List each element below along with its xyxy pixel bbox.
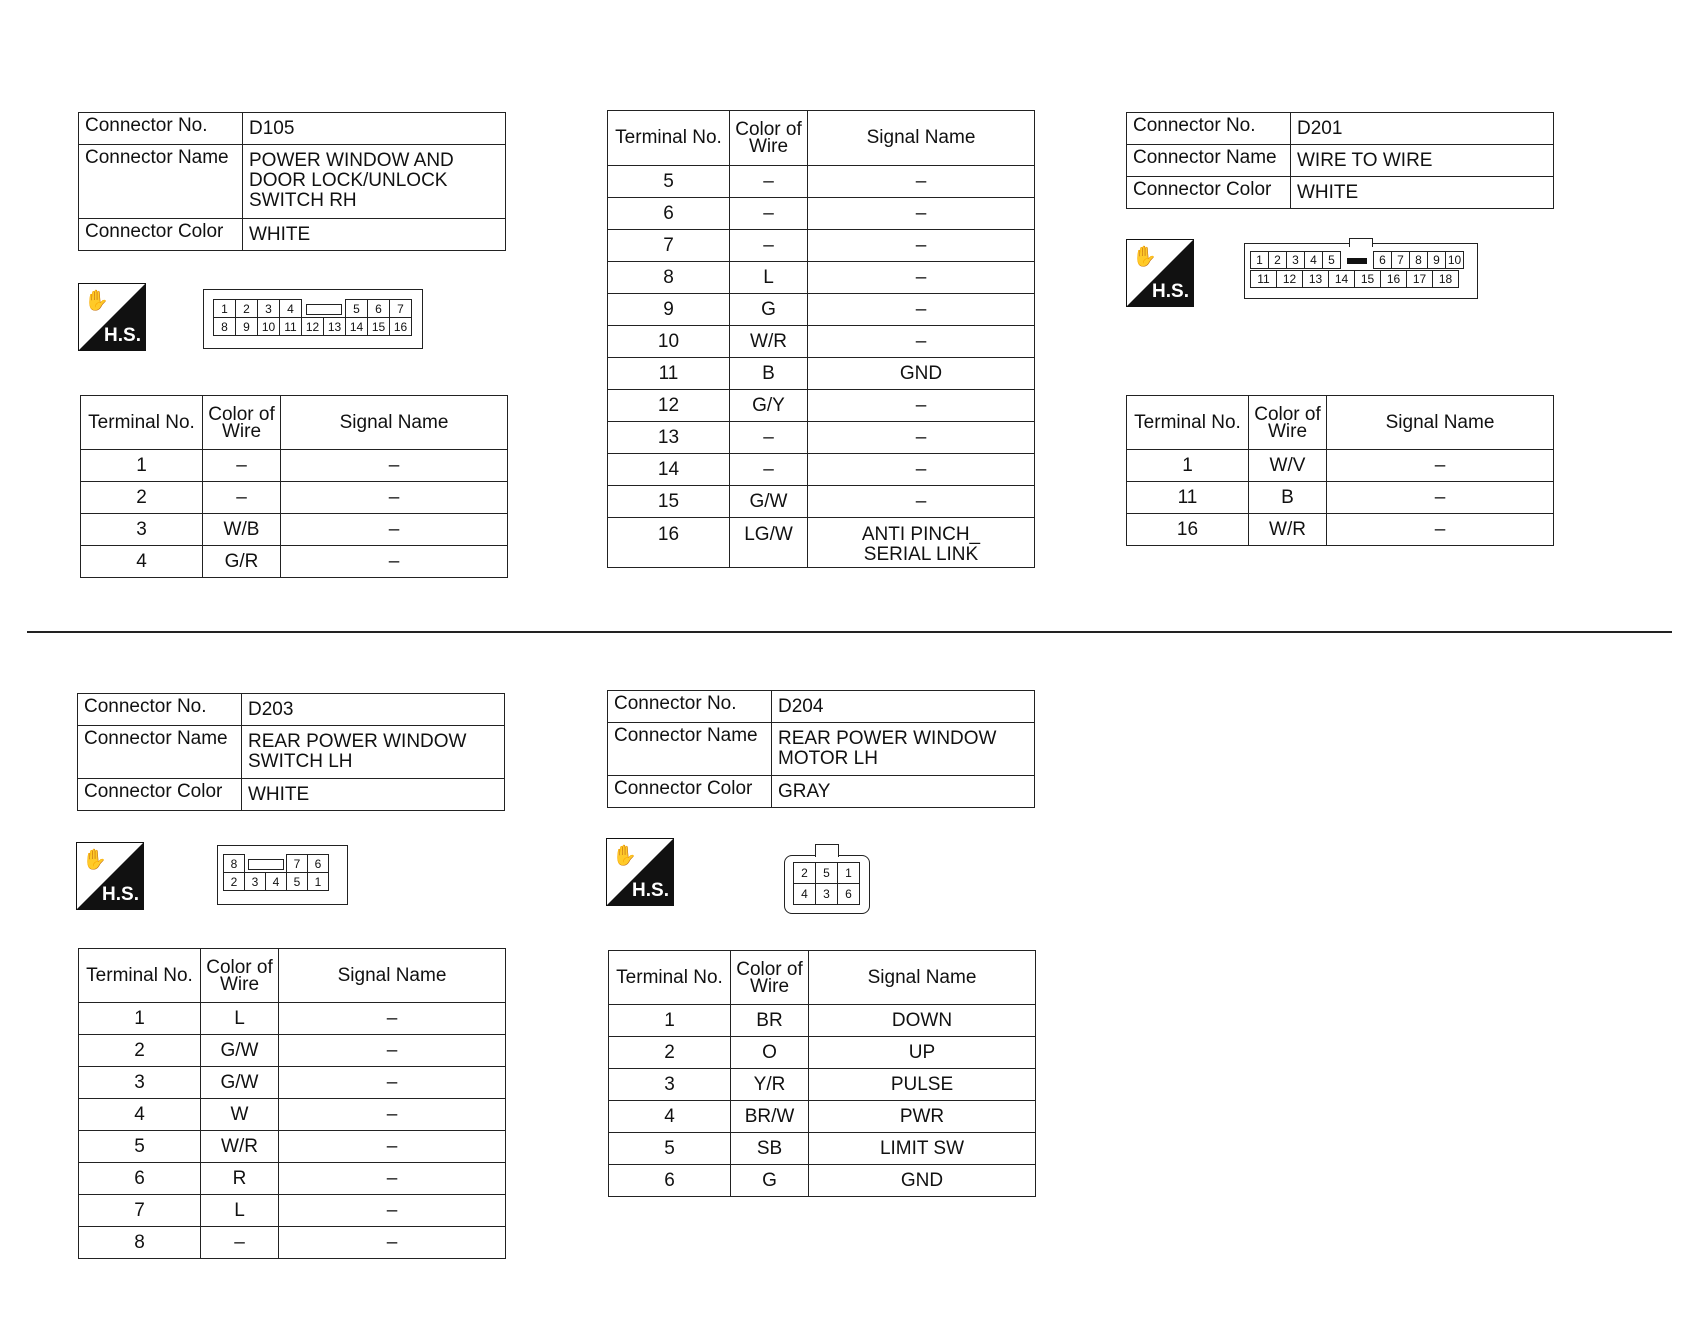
harness-side-icon [76, 842, 144, 910]
signal-name: – [279, 1163, 506, 1195]
pin: 4 [280, 300, 302, 318]
signal-name: – [281, 450, 508, 482]
wire-color: – [730, 166, 808, 198]
header-signal: Signal Name [808, 111, 1035, 166]
pin: 8 [1410, 252, 1428, 269]
connector-name-label: Connector Name [78, 726, 242, 779]
signal-name: PULSE [809, 1069, 1036, 1101]
pin: 7 [390, 300, 412, 318]
signal-name: – [279, 1131, 506, 1163]
wire-color: G/W [730, 486, 808, 518]
pin: 6 [368, 300, 390, 318]
wire-color: W/R [730, 326, 808, 358]
wire-color: – [730, 230, 808, 262]
wire-color: – [730, 454, 808, 486]
harness-side-icon [1126, 239, 1194, 307]
hs-badge-label: H.S. [632, 880, 669, 901]
terminal-no: 2 [609, 1037, 731, 1069]
pin: 13 [1303, 271, 1329, 288]
wire-color: BR [731, 1005, 809, 1037]
terminal-no: 1 [1127, 450, 1249, 482]
connector-no-label: Connector No. [78, 694, 242, 726]
wire-color: G/W [201, 1035, 279, 1067]
pin: 14 [1329, 271, 1355, 288]
pin: 5 [1323, 252, 1341, 269]
harness-side-icon [78, 283, 146, 351]
wire-color: L [201, 1003, 279, 1035]
terminal-no: 5 [609, 1133, 731, 1165]
wire-color: W/R [201, 1131, 279, 1163]
terminal-no: 16 [608, 518, 730, 568]
signal-name: – [808, 486, 1035, 518]
wire-color: O [731, 1037, 809, 1069]
terminal-no: 1 [79, 1003, 201, 1035]
wire-color: G/R [203, 546, 281, 578]
signal-name: – [808, 422, 1035, 454]
pin: 4 [266, 873, 287, 891]
connector-color-label: Connector Color [79, 219, 243, 251]
wire-color: – [730, 422, 808, 454]
signal-name: – [808, 454, 1035, 486]
header-color-line: Wire [748, 136, 789, 157]
header-signal: Signal Name [809, 951, 1036, 1005]
connector-no-value: D201 [1291, 113, 1554, 145]
hs-badge-label: H.S. [102, 884, 139, 905]
signal-name: – [279, 1099, 506, 1131]
pin: 4 [1305, 252, 1323, 269]
pin-layout [793, 862, 860, 905]
pin: 6 [838, 884, 860, 905]
header-terminal: Terminal No. [1127, 396, 1249, 450]
pin: 13 [324, 318, 346, 336]
pin: 8 [224, 855, 245, 873]
signal-name: – [808, 198, 1035, 230]
connector-no-label: Connector No. [79, 113, 243, 145]
connector-color-label: Connector Color [1127, 177, 1291, 209]
signal-name: – [279, 1195, 506, 1227]
terminal-no: 2 [81, 482, 203, 514]
terminal-no: 5 [608, 166, 730, 198]
signal-name: – [1327, 482, 1554, 514]
connector-name-value [243, 145, 506, 219]
connector-name-value [242, 726, 505, 779]
terminal-table-d203 [78, 948, 506, 1259]
header-color-line: Color of [735, 119, 802, 140]
signal-name: – [279, 1227, 506, 1259]
terminal-no: 11 [608, 358, 730, 390]
header-color-line: Color of [208, 403, 275, 425]
terminal-no: 4 [79, 1099, 201, 1131]
connector-name-label: Connector Name [1127, 145, 1291, 177]
terminal-no: 13 [608, 422, 730, 454]
header-signal: Signal Name [279, 949, 506, 1003]
terminal-table-d105-a [80, 395, 508, 578]
terminal-no: 16 [1127, 514, 1249, 546]
signal-name: – [279, 1003, 506, 1035]
signal-name: – [279, 1035, 506, 1067]
wire-color: R [201, 1163, 279, 1195]
connector-color-value: WHITE [1291, 177, 1554, 209]
pin: 12 [1277, 271, 1303, 288]
connector-hand-icon: ✋ [82, 849, 107, 871]
signal-name: – [281, 482, 508, 514]
signal-name: GND [809, 1165, 1036, 1197]
wire-color: – [730, 198, 808, 230]
pin-layout [213, 299, 412, 336]
pin: 3 [258, 300, 280, 318]
terminal-table-d105-b [607, 110, 1035, 568]
pin: 10 [258, 318, 280, 336]
signal-name: – [808, 262, 1035, 294]
pin: 15 [1355, 271, 1381, 288]
wire-color: – [203, 482, 281, 514]
pin: 5 [287, 873, 308, 891]
connector-color-value: WHITE [242, 779, 505, 811]
pin: 4 [794, 884, 816, 905]
connector-no-value: D105 [243, 113, 506, 145]
pin: 11 [280, 318, 302, 336]
connector-name-value [772, 723, 1035, 776]
connector-face-d201 [1244, 243, 1478, 299]
connector-hand-icon: ✋ [1132, 246, 1157, 268]
terminal-no: 7 [79, 1195, 201, 1227]
terminal-no: 7 [608, 230, 730, 262]
pin: 3 [816, 884, 838, 905]
terminal-no: 2 [79, 1035, 201, 1067]
pin: 9 [236, 318, 258, 336]
connector-hand-icon: ✋ [612, 845, 637, 867]
header-color [730, 111, 808, 166]
harness-side-icon [606, 838, 674, 906]
connector-latch [815, 844, 839, 857]
header-color [731, 951, 809, 1005]
header-terminal: Terminal No. [609, 951, 731, 1005]
terminal-no: 15 [608, 486, 730, 518]
terminal-no: 4 [81, 546, 203, 578]
pin: 2 [224, 873, 245, 891]
connector-color-value: WHITE [243, 219, 506, 251]
terminal-no: 6 [79, 1163, 201, 1195]
pin: 2 [236, 300, 258, 318]
wire-color: – [201, 1227, 279, 1259]
terminal-no: 6 [609, 1165, 731, 1197]
terminal-no: 12 [608, 390, 730, 422]
signal-name-line: SERIAL LINK [863, 544, 979, 565]
pin: 1 [214, 300, 236, 318]
terminal-no: 9 [608, 294, 730, 326]
pin: 1 [308, 873, 329, 891]
connector-color-value: GRAY [772, 776, 1035, 808]
connector-info-d204 [607, 690, 1035, 808]
pin: 1 [838, 863, 860, 884]
signal-name: – [808, 326, 1035, 358]
pin: 2 [794, 863, 816, 884]
pin: 8 [214, 318, 236, 336]
pin: 5 [346, 300, 368, 318]
pin-layout [1250, 251, 1464, 269]
connector-name-line: SWITCH RH [249, 190, 357, 211]
signal-name: UP [809, 1037, 1036, 1069]
terminal-no: 8 [608, 262, 730, 294]
terminal-no: 4 [609, 1101, 731, 1133]
hs-badge-label: H.S. [104, 325, 141, 346]
wire-color: BR/W [731, 1101, 809, 1133]
connector-name-line: REAR POWER WINDOW [778, 728, 997, 749]
connector-color-label: Connector Color [78, 779, 242, 811]
pin: 5 [816, 863, 838, 884]
terminal-no: 1 [609, 1005, 731, 1037]
header-color-line: Color of [736, 958, 803, 980]
wire-color: W/V [1249, 450, 1327, 482]
pin: 11 [1251, 271, 1277, 288]
header-color-line: Wire [749, 975, 790, 997]
terminal-no: 3 [609, 1069, 731, 1101]
wire-color: W/B [203, 514, 281, 546]
connector-name-line: MOTOR LH [778, 748, 878, 769]
wire-color: SB [731, 1133, 809, 1165]
connector-info-d105 [78, 112, 506, 251]
wire-color: B [730, 358, 808, 390]
header-color [203, 396, 281, 450]
pin: 7 [1392, 252, 1410, 269]
wire-color: G/Y [730, 390, 808, 422]
terminal-no: 1 [81, 450, 203, 482]
connector-face-d105 [203, 289, 423, 349]
pin: 1 [1251, 252, 1269, 269]
connector-name-label: Connector Name [608, 723, 772, 776]
connector-no-value: D204 [772, 691, 1035, 723]
connector-key [1341, 252, 1374, 269]
wire-color: L [730, 262, 808, 294]
wire-color: LG/W [730, 518, 808, 568]
terminal-no: 8 [79, 1227, 201, 1259]
hs-badge-label: H.S. [1152, 281, 1189, 302]
pin-layout [223, 854, 329, 891]
connector-info-d203 [77, 693, 505, 811]
pin: 14 [346, 318, 368, 336]
header-color-line: Color of [206, 956, 273, 978]
terminal-no: 11 [1127, 482, 1249, 514]
connector-name-label: Connector Name [79, 145, 243, 219]
terminal-no: 14 [608, 454, 730, 486]
connector-no-label: Connector No. [1127, 113, 1291, 145]
header-signal: Signal Name [1327, 396, 1554, 450]
wire-color: W/R [1249, 514, 1327, 546]
header-signal: Signal Name [281, 396, 508, 450]
terminal-table-d204 [608, 950, 1036, 1197]
signal-name-line: ANTI PINCH_ [861, 524, 981, 545]
pin: 18 [1433, 271, 1459, 288]
signal-name: – [808, 390, 1035, 422]
connector-color-label: Connector Color [608, 776, 772, 808]
connector-name-line: SWITCH LH [248, 751, 353, 772]
header-terminal: Terminal No. [608, 111, 730, 166]
signal-name: – [281, 514, 508, 546]
header-terminal: Terminal No. [79, 949, 201, 1003]
terminal-table-d201 [1126, 395, 1554, 546]
pin: 2 [1269, 252, 1287, 269]
pin: 17 [1407, 271, 1433, 288]
connector-hand-icon: ✋ [84, 290, 109, 312]
connector-face-d204 [784, 855, 870, 914]
connector-name-value: WIRE TO WIRE [1291, 145, 1554, 177]
terminal-no: 10 [608, 326, 730, 358]
wire-color: G [730, 294, 808, 326]
signal-name: – [808, 230, 1035, 262]
signal-name: – [808, 166, 1035, 198]
header-color [1249, 396, 1327, 450]
pin: 9 [1428, 252, 1446, 269]
signal-name [808, 518, 1035, 568]
connector-name-line: POWER WINDOW AND [249, 150, 454, 171]
signal-name: – [1327, 514, 1554, 546]
signal-name: – [808, 294, 1035, 326]
pin: 3 [1287, 252, 1305, 269]
wire-color: Y/R [731, 1069, 809, 1101]
signal-name: GND [808, 358, 1035, 390]
connector-no-label: Connector No. [608, 691, 772, 723]
connector-name-line: REAR POWER WINDOW [248, 731, 467, 752]
connector-info-d201 [1126, 112, 1554, 209]
section-divider [27, 631, 1672, 633]
header-terminal: Terminal No. [81, 396, 203, 450]
terminal-no: 3 [81, 514, 203, 546]
header-color [201, 949, 279, 1003]
pin: 10 [1446, 252, 1464, 269]
signal-name: PWR [809, 1101, 1036, 1133]
header-color-line: Wire [1267, 420, 1308, 442]
terminal-no: 3 [79, 1067, 201, 1099]
pin: 6 [308, 855, 329, 873]
pin: 3 [245, 873, 266, 891]
pin: 7 [287, 855, 308, 873]
connector-no-value: D203 [242, 694, 505, 726]
wire-color: L [201, 1195, 279, 1227]
wire-color: G/W [201, 1067, 279, 1099]
header-color-line: Wire [219, 973, 260, 995]
connector-name-line: DOOR LOCK/UNLOCK [249, 170, 448, 191]
pin-layout [1250, 270, 1459, 288]
pin: 15 [368, 318, 390, 336]
terminal-no: 6 [608, 198, 730, 230]
wire-color: B [1249, 482, 1327, 514]
connector-key [245, 855, 287, 873]
pin: 16 [390, 318, 412, 336]
connector-key [302, 300, 346, 318]
signal-name: – [1327, 450, 1554, 482]
signal-name: – [279, 1067, 506, 1099]
signal-name: – [281, 546, 508, 578]
pin: 6 [1374, 252, 1392, 269]
wire-color: G [731, 1165, 809, 1197]
header-color-line: Color of [1254, 403, 1321, 425]
pin: 16 [1381, 271, 1407, 288]
wire-color: – [203, 450, 281, 482]
pin: 12 [302, 318, 324, 336]
connector-face-d203 [217, 845, 348, 905]
signal-name: LIMIT SW [809, 1133, 1036, 1165]
wire-color: W [201, 1099, 279, 1131]
terminal-no: 5 [79, 1131, 201, 1163]
header-color-line: Wire [221, 420, 262, 442]
signal-name: DOWN [809, 1005, 1036, 1037]
